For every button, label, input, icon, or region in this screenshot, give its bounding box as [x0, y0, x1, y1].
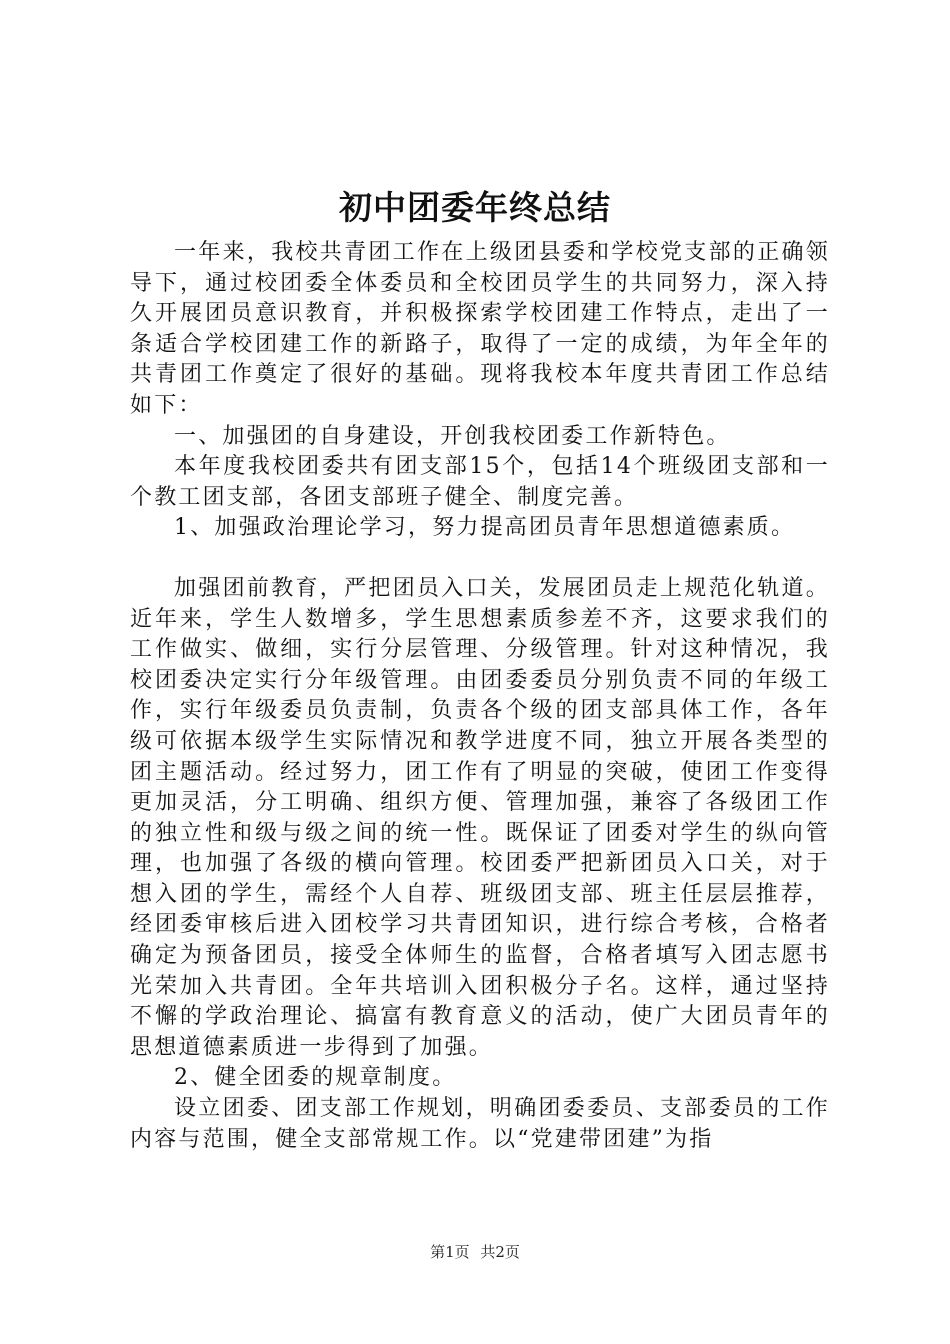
document-title: 初中团委年终总结	[339, 188, 611, 227]
paragraph-rules: 设立团委、团支部工作规划，明确团委委员、支部委员的工作内容与范围，健全支部常规工作。以“党建带团建”为指	[130, 1096, 830, 1152]
paragraph-intro: 一年来，我校共青团工作在上级团县委和学校党支部的正确领导下，通过校团委全体委员和全校团员学生的共同努力，深入持久开展团员意识教育，并积极探索学校团建工作特点，走出了一条适合学校团建工作的新路子，取得了一定的成绩，为年全年的共青团工作奠定了很好的基础。现将我校本年度共青团工作总结如下：	[130, 240, 830, 418]
page-number: 第1页	[430, 1243, 470, 1261]
paragraph-education: 加强团前教育，严把团员入口关，发展团员走上规范化轨道。近年来，学生人数增多，学生思想素质参差不齐，这要求我们的工作做实、做细，实行分层管理、分级管理。针对这种情况，我校团委决定实行分年级管理。由团委委员分别负责不同的年级工作，实行年级委员负责制，负责各个级的团支部具体工作，各年级可依据本级学生实际情况和教学进度不同，独立开展各类型的团主题活动。经过努力，团工作有了明显的突破，使团工作变得更加灵活，分工明确、组织方便、管理加强，兼容了各级团工作的独立性和级与级之间的统一性。既保证了团委对学生的纵向管理，也加强了各级的横向管理。校团委严把新团员入口关，对于想入团的学生，需经个人自荐、班级团支部、班主任层层推荐，经团委审核后进入团校学习共青团知识，进行综合考核，合格者确定为预备团员，接受全体师生的监督，合格者填写入团志愿书光荣加入共青团。全年共培训入团积极分子名。这样，通过坚持不懈的学政治理论、搞富有教育意义的活动，使广大团员青年的思想道德素质进一步得到了加强。	[130, 575, 830, 1060]
paragraph-branches: 本年度我校团委共有团支部15个，包括14个班级团支部和一个教工团支部，各团支部班子健全、制度完善。	[130, 454, 830, 510]
subheading-2: 2、健全团委的规章制度。	[174, 1065, 457, 1091]
section-heading-1: 一、加强团的自身建设，开创我校团委工作新特色。	[174, 423, 731, 449]
page-total: 共2页	[480, 1243, 520, 1261]
subheading-1: 1、加强政治理论学习，努力提高团员青年思想道德素质。	[174, 515, 796, 541]
document-body	[130, 238, 830, 1155]
page-footer	[0, 1242, 950, 1262]
